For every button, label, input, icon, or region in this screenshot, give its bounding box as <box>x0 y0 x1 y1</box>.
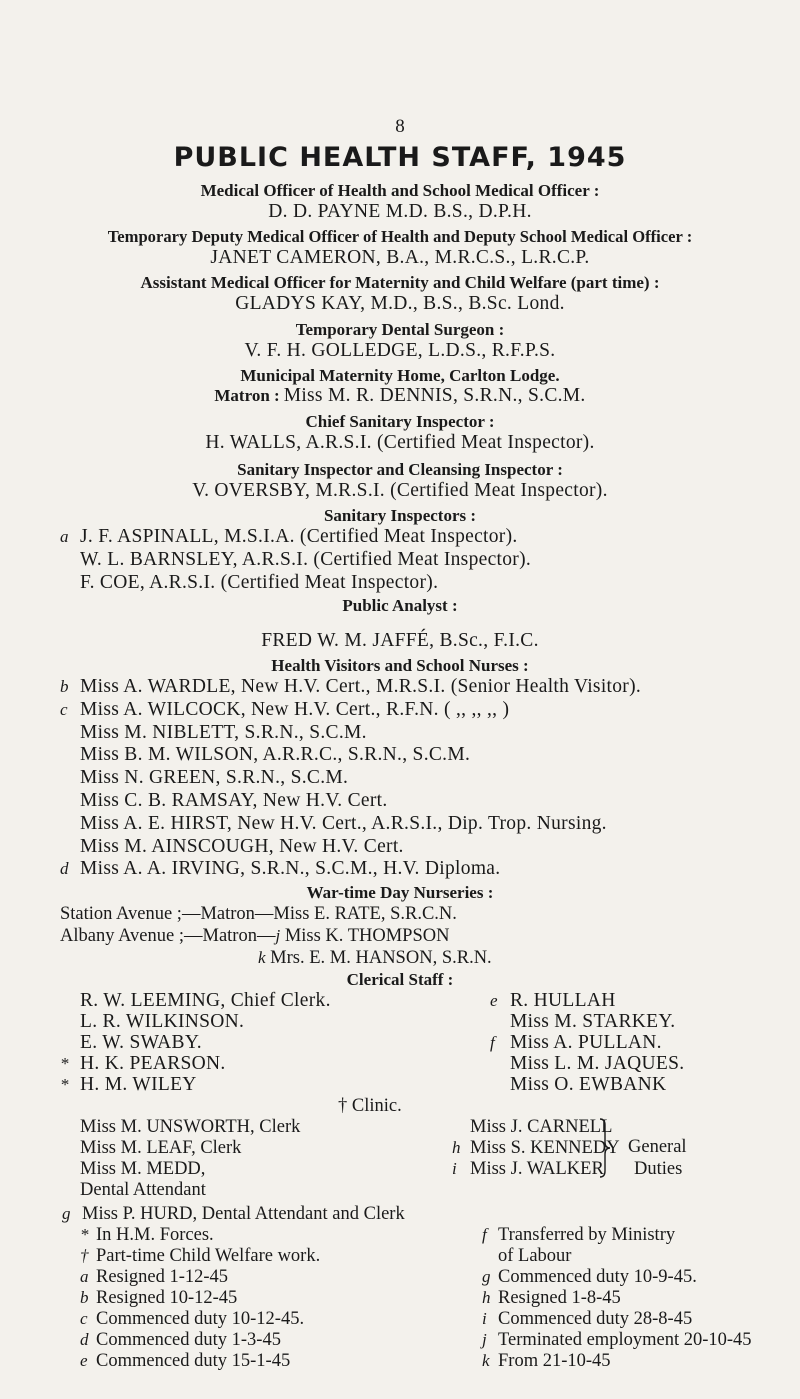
clerical-right-row <box>490 1074 666 1096</box>
clinic-left-row: Dental Attendant <box>80 1180 206 1200</box>
clerical-right-row <box>490 1011 675 1033</box>
health-visitor-row <box>60 836 404 858</box>
tdmo-heading: Temporary Deputy Medical Officer of Health and Deputy School Medical Officer : <box>107 227 693 246</box>
page-number: 8 <box>395 116 405 137</box>
health-visitor-row-text: Miss A. WARDLE, New H.V. Cert., M.R.S.I. (Senior Health Visitor). <box>80 676 642 697</box>
si-heading: Sanitary Inspectors : <box>323 506 477 525</box>
note-left-row-text: Resigned 1-12-45 <box>96 1267 229 1287</box>
si-mark: a <box>60 527 69 546</box>
tdmo-name: JANET CAMERON, B.A., M.R.C.S., L.R.C.P. <box>210 247 590 268</box>
note-left-row-text: Commenced duty 10-12-45. <box>96 1309 305 1329</box>
albany-rest: Miss K. THOMPSON <box>280 926 450 946</box>
health-visitor-row <box>60 790 388 812</box>
station-line: Station Avenue ;—Matron—Miss E. RATE, S.R.C.N. <box>60 904 457 924</box>
clerical-left-row <box>60 1011 244 1033</box>
clerical-left-row-text: R. W. LEEMING, Chief Clerk. <box>80 990 331 1011</box>
clinic-right-row-text: Miss J. WALKER <box>470 1159 604 1179</box>
clinic-right-row <box>452 1138 620 1159</box>
health-visitor-row <box>60 744 470 766</box>
page-title: PUBLIC HEALTH STAFF, 1945 <box>173 142 627 173</box>
note-right-row-text: From 21-10-45 <box>498 1351 611 1371</box>
note-left-row-mark: e <box>80 1351 88 1370</box>
note-right-row-mark: k <box>482 1351 490 1370</box>
health-visitor-row <box>60 858 500 880</box>
amo-heading: Assistant Medical Officer for Maternity and Child Welfare (part time) : <box>140 273 660 292</box>
right-brace-icon <box>598 1117 612 1179</box>
note-right-row <box>482 1225 675 1246</box>
clinic-label: Clinic. <box>351 1096 402 1116</box>
health-visitor-row <box>60 722 367 744</box>
hanson-mark: k <box>258 948 266 967</box>
clerical-left-row <box>60 1053 226 1075</box>
clinic-right-row-text: Miss J. CARNELL <box>470 1117 613 1137</box>
clerical-left-row-text: H. K. PEARSON. <box>80 1053 226 1074</box>
note-right-row <box>482 1246 571 1267</box>
csi-name: H. WALLS, A.R.S.I. (Certified Meat Inspector). <box>205 432 595 453</box>
note-right-row-text: Terminated employment 20-10-45 <box>498 1330 752 1350</box>
clinic-right-row-mark: h <box>452 1138 461 1157</box>
clinic-mark: † <box>338 1096 348 1116</box>
albany-prefix: Albany Avenue ;—Matron— <box>60 926 276 946</box>
clerical-right-row-text: Miss A. PULLAN. <box>510 1032 662 1053</box>
clinic-right-row <box>452 1159 604 1180</box>
note-left-row-mark: * <box>80 1225 89 1244</box>
clerical-left-row <box>60 1032 202 1054</box>
note-right-row-mark: f <box>482 1225 487 1244</box>
health-visitor-row-text: Miss C. B. RAMSAY, New H.V. Cert. <box>80 790 388 811</box>
health-visitor-row <box>60 699 509 721</box>
note-left-row-text: Resigned 10-12-45 <box>96 1288 238 1308</box>
clerical-left-row-mark: * <box>60 1075 69 1094</box>
clerical-left-row-text: H. M. WILEY <box>80 1074 197 1095</box>
health-visitor-row <box>60 767 348 789</box>
clerical-left-row-text: L. R. WILKINSON. <box>80 1011 245 1032</box>
note-left-row <box>80 1246 320 1267</box>
health-visitor-row-text: Miss A. A. IRVING, S.R.N., S.C.M., H.V. Diploma. <box>80 858 501 880</box>
mmh-heading: Municipal Maternity Home, Carlton Lodge. <box>240 366 560 385</box>
note-left-row-mark: a <box>80 1267 89 1286</box>
note-left-row-mark: † <box>80 1246 89 1265</box>
clinic-heading <box>338 1096 402 1117</box>
note-right-row <box>482 1351 611 1372</box>
wdn-heading: War-time Day Nurseries : <box>306 883 494 902</box>
note-right-row-mark: h <box>482 1288 491 1307</box>
health-visitor-row-mark: b <box>60 677 69 696</box>
hurd-name: Miss P. HURD, Dental Attendant and Clerk <box>82 1204 405 1224</box>
matron-line <box>0 385 800 407</box>
hurd-mark: g <box>62 1204 71 1223</box>
health-visitor-row <box>60 676 641 698</box>
clinic-left-row: Miss M. UNSWORTH, Clerk <box>80 1117 301 1137</box>
note-right-row-text: Transferred by Ministry <box>498 1225 676 1245</box>
duties-label: Duties <box>634 1159 683 1179</box>
tds-name: V. F. H. GOLLEDGE, L.D.S., R.F.P.S. <box>244 340 556 361</box>
clinic-left-row: Miss M. MEDD, <box>80 1159 206 1179</box>
note-right-row-text: of Labour <box>498 1246 572 1266</box>
health-visitor-row-text: Miss N. GREEN, S.R.N., S.C.M. <box>80 767 349 789</box>
clerical-right-row <box>490 990 616 1012</box>
hanson-line <box>258 948 492 969</box>
mo-name: D. D. PAYNE M.D. B.S., D.P.H. <box>268 201 532 222</box>
note-left-row-text: Part-time Child Welfare work. <box>96 1246 321 1266</box>
clerical-right-row-text: R. HULLAH <box>510 990 616 1011</box>
clerical-right-row-text: Miss O. EWBANK <box>510 1074 667 1095</box>
hanson-name: Mrs. E. M. HANSON, S.R.N. <box>265 948 492 968</box>
note-left-row <box>80 1351 290 1372</box>
si-row-1: W. L. BARNSLEY, A.R.S.I. (Certified Meat Inspector). <box>80 549 532 570</box>
clerical-right-row-text: Miss M. STARKEY. <box>510 1011 676 1032</box>
pa-heading: Public Analyst : <box>342 596 458 615</box>
clerical-left-row <box>60 1074 197 1096</box>
sci-name: V. OVERSBY, M.R.S.I. (Certified Meat Inspector). <box>192 480 608 501</box>
matron-label: Matron : <box>214 386 280 405</box>
note-right-row-text: Commenced duty 10-9-45. <box>498 1267 697 1287</box>
note-right-row-text: Resigned 1-8-45 <box>498 1288 621 1308</box>
si-name: J. F. ASPINALL, M.S.I.A. (Certified Meat Inspector). <box>80 526 518 547</box>
clerical-right-row <box>490 1032 662 1054</box>
note-right-row <box>482 1267 697 1288</box>
health-visitor-row-mark: c <box>60 699 68 719</box>
note-right-row <box>482 1309 692 1330</box>
note-right-row <box>482 1330 752 1351</box>
health-visitor-row-text: Miss A. E. HIRST, New H.V. Cert., A.R.S.I., Dip. Trop. Nursing. <box>80 812 607 834</box>
note-left-row-mark: d <box>80 1330 89 1349</box>
note-right-row-mark: g <box>482 1267 491 1286</box>
clinic-right-row-text: Miss S. KENNEDY <box>470 1138 620 1158</box>
albany-mark: j <box>275 926 281 945</box>
clerical-right-row-text: Miss L. M. JAQUES. <box>510 1053 685 1074</box>
note-left-row <box>80 1267 228 1288</box>
health-visitor-row-mark: d <box>60 859 69 879</box>
note-left-row <box>80 1309 304 1330</box>
mo-heading: Medical Officer of Health and School Medical Officer : <box>200 181 600 200</box>
clerical-left-row-text: E. W. SWABY. <box>80 1032 202 1053</box>
note-left-row-text: Commenced duty 1-3-45 <box>96 1330 281 1350</box>
clerical-left-row-mark: * <box>60 1054 69 1073</box>
health-visitor-row <box>60 813 607 835</box>
note-left-row-text: In H.M. Forces. <box>96 1225 214 1245</box>
clinic-right-row <box>452 1117 612 1138</box>
si-row-2: F. COE, A.R.S.I. (Certified Meat Inspector). <box>80 572 439 593</box>
clinic-right-row-mark: i <box>452 1159 457 1178</box>
clerical-right-row-mark: f <box>490 1033 496 1052</box>
clerical-heading: Clerical Staff : <box>346 970 454 989</box>
clinic-left-row: Miss M. LEAF, Clerk <box>80 1138 242 1158</box>
note-left-row <box>80 1225 214 1246</box>
health-visitor-row-text: Miss M. AINSCOUGH, New H.V. Cert. <box>80 835 404 857</box>
clerical-right-row <box>490 1053 684 1075</box>
note-right-row-mark: i <box>482 1309 487 1328</box>
note-right-row-text: Commenced duty 28-8-45 <box>498 1309 693 1329</box>
csi-heading: Chief Sanitary Inspector : <box>305 412 495 431</box>
note-right-row-mark: j <box>482 1330 487 1349</box>
health-visitor-row-text: Miss B. M. WILSON, A.R.R.C., S.R.N., S.C.M. <box>80 744 471 766</box>
hv-heading: Health Visitors and School Nurses : <box>271 656 529 675</box>
note-left-row-mark: b <box>80 1288 89 1307</box>
health-visitor-row-text: Miss M. NIBLETT, S.R.N., S.C.M. <box>80 721 367 743</box>
hurd-line <box>62 1204 405 1225</box>
note-left-row <box>80 1288 237 1309</box>
clerical-left-row <box>60 990 331 1012</box>
note-right-row <box>482 1288 621 1309</box>
sci-heading: Sanitary Inspector and Cleansing Inspector : <box>237 460 563 479</box>
health-visitor-row-text: Miss A. WILCOCK, New H.V. Cert., R.F.N. ( ,, ,, ,, ) <box>80 698 510 720</box>
pa-name: FRED W. M. JAFFÉ, B.Sc., F.I.C. <box>261 630 539 651</box>
note-left-row-mark: c <box>80 1309 88 1328</box>
clerical-right-row-mark: e <box>490 991 498 1010</box>
note-left-row-text: Commenced duty 15-1-45 <box>96 1351 291 1371</box>
amo-name: GLADYS KAY, M.D., B.S., B.Sc. Lond. <box>235 293 565 314</box>
albany-line <box>60 926 449 947</box>
tds-heading: Temporary Dental Surgeon : <box>295 320 505 339</box>
note-left-row <box>80 1330 281 1351</box>
si-row-0 <box>60 526 518 548</box>
matron-name: Miss M. R. DENNIS, S.R.N., S.C.M. <box>283 385 586 406</box>
general-label: General <box>628 1137 687 1157</box>
